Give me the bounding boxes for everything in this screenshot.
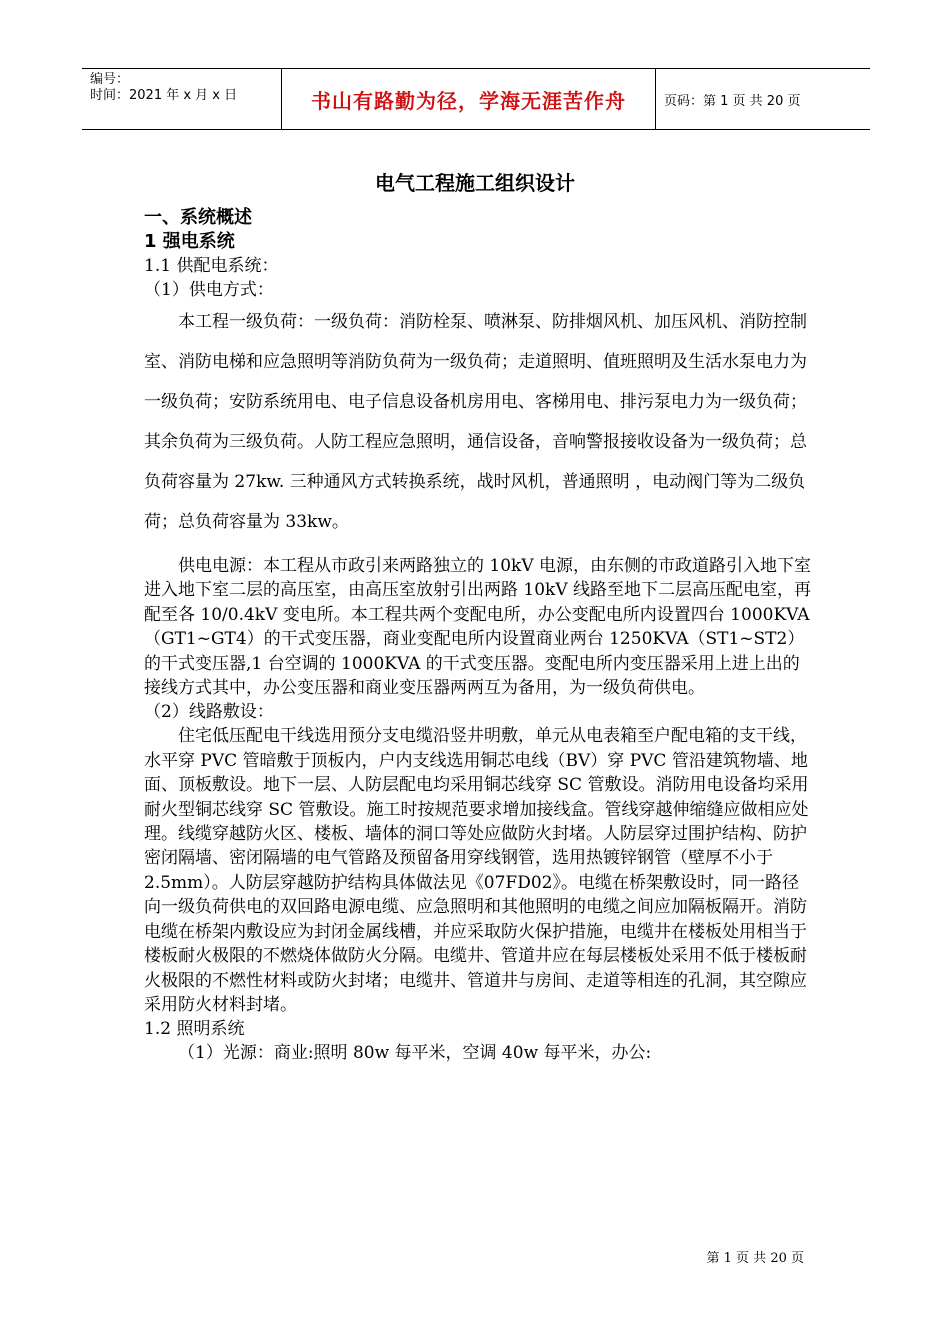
section-heading: 一、系统概述 [144, 207, 252, 228]
document-body [144, 206, 812, 1065]
paragraph-text: 本工程一级负荷：一级负荷：消防栓泵、喷淋泵、防排烟风机、加压风机、消防控制室、消防电梯和应急照明等消防负荷为一级负荷；走道照明、值班照明及生活水泵电力为一级负荷；安防系统用电、电子信息设备机房用电、客梯用电、排污泵电力为一级负荷；其余负荷为三级负荷。人防工程应急照明，通信设备，音响警报接收设备为一级负荷；总负荷容量为 27kw. 三种通风方式转换系统，战时风机，普通照明 ，电动阀门等为二级负荷；总负荷容量为 33kw。 [144, 312, 807, 532]
item-wiring: （2）线路敷设： [144, 702, 274, 723]
sub-heading-1-2: 1.2 照明系统 [144, 1019, 245, 1040]
paragraph-wiring [144, 724, 812, 1017]
page-footer: 第 1 页 共 20 页 [706, 1251, 804, 1266]
subsection-heading: 1 强电系统 [144, 231, 235, 252]
paragraph-text: 住宅低压配电干线选用预分支电缆沿竖井明敷，单元从电表箱至户配电箱的支干线，水平穿 PVC 管暗敷于顶板内，户内支线选用铜芯电线（BV）穿 PVC 管沿建筑物墙、地面、顶板敷设。地下一层、人防层配电均采用铜芯线穿 SC 管敷设。消防用电设备均采用耐火型铜芯线穿 SC 管敷设。施工时按规范要求增加接线盒。管线穿越伸缩缝应做相应处理。线缆穿越防火区、楼板、墙体的洞口等处应做防火封堵。人防层穿过围护结构、防护密闭隔墙、密闭隔墙的电气管路及预留备用穿线钢管，选用热镀锌钢管（壁厚不小于 2.5mm）。人防层穿越防护结构具体做法见《07FD02》。电缆在桥架敷设时，同一路径向一级负荷供电的双回路电源电缆、应急照明和其他照明的电缆之间应加隔板隔开。消防电缆在桥架内敷设应为封闭金属线槽，并应采取防火保护措施，电缆井在楼板处用相当于楼板耐火极限的不燃烧体做防火分隔。电缆井、管道井应在每层楼板处采用不低于楼板耐火极限的不燃性材料或防火封堵；电缆井、管道井与房间、走道等相连的孔洞，其空隙应采用防火材料封堵。 [144, 726, 809, 1015]
sub-heading-1-1: 1.1 供配电系统： [144, 256, 279, 276]
number-label: 编号： [90, 72, 130, 87]
item-power-supply: （1）供电方式： [144, 280, 274, 300]
document-title: 电气工程施工组织设计 [375, 171, 575, 195]
paragraph-light-source: （1）光源：商业:照明 80w 每平米，空调 40w 每平米，办公: [178, 1043, 652, 1064]
paragraph-text: 供电电源：本工程从市政引来两路独立的 10kV 电源，由东侧的市政道路引入地下室进入地下室二层的高压室，由高压室放射引出两路 10kV 线路至地下二层高压配电室，再配至各 10/0.4kV 变电所。本工程共两个变配电所，办公变配电所内设置四台 1000KVA（GT1~GT4）的干式变压器，商业变配电所内设置商业两台 1250KVA（ST1~ST2）的干式变压器,1 台空调的 1000KVA 的干式变压器。变配电所内变压器采用上进上出的接线方式其中，办公变压器和商业变压器两两互为备用，为一级负荷供电。 [144, 556, 812, 699]
header-motto: 书山有路勤为径，学海无涯苦作舟 [282, 69, 656, 129]
paragraph-power-source [144, 554, 812, 700]
header-page-info: 页码：第 1 页 共 20 页 [664, 93, 801, 109]
page-header [82, 68, 870, 130]
paragraph-load-levels [144, 302, 812, 542]
header-meta [82, 69, 282, 129]
date-label: 时间：2021 年 x 月 x 日 [90, 88, 238, 103]
